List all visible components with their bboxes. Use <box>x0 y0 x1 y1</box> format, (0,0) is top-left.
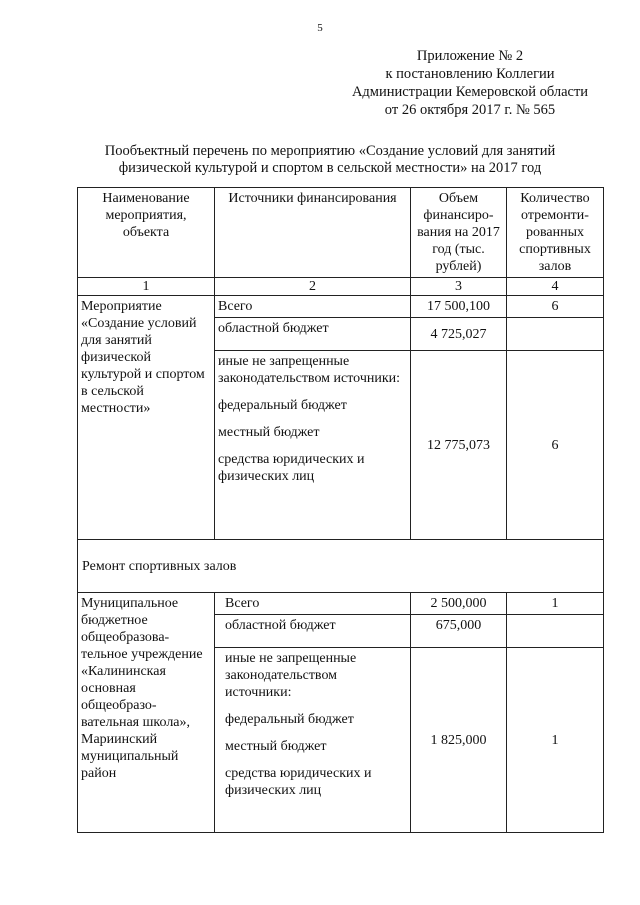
header-col-name: Наименование мероприятия, объекта <box>78 188 215 278</box>
school-total-count: 1 <box>507 593 604 615</box>
col-number-2: 2 <box>215 278 411 296</box>
header-col-sources: Источники финансирования <box>215 188 411 278</box>
appendix-line-3: Администрации Кемеровской области <box>351 84 589 100</box>
measure-other-sources <box>215 351 411 540</box>
section-row <box>78 540 604 593</box>
appendix-block <box>322 47 618 119</box>
document-title <box>70 143 590 177</box>
page-number: 5 <box>317 22 323 34</box>
table-row <box>78 593 604 615</box>
measure-total-amount: 17 500,100 <box>411 296 507 318</box>
school-local-label: местный бюджет <box>225 739 327 754</box>
school-legal-label: средства юридических и физических лиц <box>225 766 372 798</box>
section-title: Ремонт спортивных залов <box>78 540 604 593</box>
school-other-amount: 1 825,000 <box>411 648 507 833</box>
school-regional-label: областной бюджет <box>215 615 411 648</box>
title-line-1: Пообъектный перечень по мероприятию «Создание условий для занятий <box>104 143 556 159</box>
table-header-row <box>78 188 604 278</box>
measure-regional-label: областной бюджет <box>215 318 411 351</box>
appendix-line-2: к постановлению Коллегии <box>385 66 555 82</box>
school-name: Муниципальное бюджетное общеобразова-тельное учреждение «Калининская основная общеобразо-вательная школа», Мариинский муниципальный район <box>78 593 215 833</box>
measure-regional-amount: 4 725,027 <box>411 318 507 351</box>
measure-other-label: иные не запрещенные законодательством источники: <box>218 354 401 386</box>
measure-legal-label: средства юридических и физических лиц <box>218 452 365 484</box>
school-regional-count <box>507 615 604 648</box>
measure-local-label: местный бюджет <box>218 425 320 440</box>
header-col-amount: Объем финансиро-вания на 2017 год (тыс. рублей) <box>411 188 507 278</box>
col-number-1: 1 <box>78 278 215 296</box>
title-line-2: физической культурой и спортом в сельской местности» на 2017 год <box>118 160 542 176</box>
school-other-sources <box>215 648 411 833</box>
appendix-line-1: Приложение № 2 <box>416 48 524 64</box>
measure-federal-label: федеральный бюджет <box>218 398 347 413</box>
table-row <box>78 296 604 318</box>
col-number-4: 4 <box>507 278 604 296</box>
appendix-line-4: от 26 октября 2017 г. № 565 <box>384 102 556 118</box>
school-other-count: 1 <box>507 648 604 833</box>
school-other-label: иные не запрещенные законодательством источники: <box>225 651 357 700</box>
measure-name: Мероприятие «Создание условий для занятий физической культурой и спортом в сельской местности» <box>78 296 215 540</box>
header-col-count: Количество отремонти-рованных спортивных залов <box>507 188 604 278</box>
objects-table <box>77 187 604 833</box>
measure-other-amount: 12 775,073 <box>411 351 507 540</box>
measure-other-count: 6 <box>507 351 604 540</box>
school-regional-amount: 675,000 <box>411 615 507 648</box>
school-federal-label: федеральный бюджет <box>225 712 354 727</box>
school-total-label: Всего <box>215 593 411 615</box>
measure-total-count: 6 <box>507 296 604 318</box>
col-number-3: 3 <box>411 278 507 296</box>
table-number-row <box>78 278 604 296</box>
measure-total-label: Всего <box>215 296 411 318</box>
measure-regional-count <box>507 318 604 351</box>
school-total-amount: 2 500,000 <box>411 593 507 615</box>
